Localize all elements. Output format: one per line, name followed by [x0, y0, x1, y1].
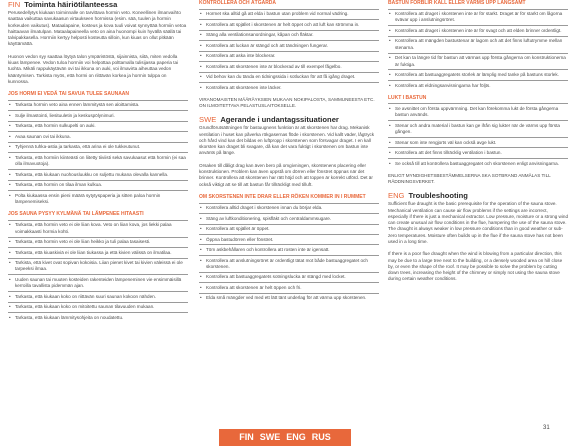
- list-item: • Kontrollera att eldningsanvisningarna har följts.: [388, 83, 568, 89]
- fin-subheading-1: JOS HORMI EI VEDÄ TAI SAVUA TULEE SAUNAAN: [8, 91, 130, 98]
- swe-title-text: Agerande i undantagssituationer: [220, 115, 339, 125]
- list-item: • Kontrollera att draget i skorstenen inte är för svagt och att elden brinner ordentligt.: [388, 28, 568, 34]
- swe-top-heading: KONTROLLERA OCH ÅTGÄRDA: [199, 0, 277, 6]
- list-item: • Tarkasta, että kiukaan lämmitysohjeita on noudatettu.: [8, 315, 188, 321]
- list-item: • Uuden saunan tai muuten kosteiden rakenteiden lämpeneminen vie ensimmäisillä kerroilla tavallista pidemmän ajan.: [8, 277, 188, 290]
- list-item: • Tarkasta, että kiukaan nuohousluukku on suljettu mukana olevalla kannella.: [8, 172, 188, 178]
- swe-top-checklist: [199, 11, 379, 91]
- fin-checklist-1: [8, 102, 188, 205]
- list-item: • Kontrollera att aska inte blockerar.: [199, 53, 379, 59]
- list-item: • Sulje ilmastointi, liesituuletin ja keskuspölynimuri.: [8, 113, 188, 119]
- fin-intro-2: Huonon vedon syy saattaa löytyä talon ympäristöstä, sijainnista, siitä, miten vedolla kiuas lämpenee. Vedon tuloa hormiin voi helpottaa polttamalla tulisijassa paperia tai tuohta. Mikäli rappukäytävän ovi tai ikkuna on auki, voi ilmavirta aiheuttaa vedon kääntymisen. Tarkista myös, että hormi on riittävän korkea ja hormin tulppa on kunnossa.: [8, 53, 179, 84]
- list-item: • Kontrollera att anslutningsröret är ordentligt tätat mot både bastuaggregatet och skorstenen.: [199, 258, 379, 271]
- swedish-english-column: [388, 0, 568, 283]
- swe-subheading-2: BASTUN FÖRBLIR KALL ELLER VÄRMS UPP LÅNGSAMT: [388, 0, 526, 6]
- eng-section-title: [388, 191, 568, 201]
- language-tab-fin: FIN: [239, 432, 254, 442]
- fin-title-text: Toiminta häiriötilanteessa: [24, 0, 118, 9]
- list-item: • Kontrollera att det finns tillräcklig ventilation i bastun.: [388, 150, 568, 156]
- eng-language-code: ENG: [388, 191, 405, 201]
- list-item: • Tarkasta, että hormin veto ei ole liian kova. Veto on liian kova, jos liekki palaa voimakkaasti hormia kohti.: [8, 222, 188, 235]
- fin-subheading-2: JOS SAUNA PYSYY KYLMÄNÄ TAI LÄMPENEE HITAASTI: [8, 211, 144, 218]
- list-item: • Töm askbehållaren och kontrollera att rosten inte är igensatt.: [199, 247, 379, 253]
- list-item: • Kontrollera att skorstenen inte läcker.: [199, 85, 379, 91]
- swe-checklist-2: [388, 11, 568, 89]
- swe-subheading-3: LUKT I BASTUN: [388, 94, 427, 101]
- language-tab-bar: [219, 429, 351, 446]
- list-item: • Stenar som inte rengjorts väl kan också avge lukt.: [388, 140, 568, 146]
- list-item: • Se avsnittet om första uppvärmning. Det kan förekomma lukt de första gångerna bastun används.: [388, 106, 568, 119]
- list-item: • Tarkasta, että hormin on tilaa ilman kulkua.: [8, 182, 188, 188]
- list-item: • Elda små mängder ved med ett lätt tänt underlag för att värma upp skorstenen.: [199, 295, 379, 301]
- fin-checklist-2: [8, 222, 188, 321]
- list-item: • Tarkasta, että kiuaskiviä ei ole liian tiukassa ja että kivien välissä on ilmatilaa.: [8, 250, 188, 256]
- eng-paragraph-1: Sufficient flue draught is the basic prerequisite for the operation of the sauna stove. Mechanical ventilation can cause air flow problems if the settings are incorrect, especially if there is just a mechanical extractor. Low pressure, moisture or a strong wind can create unusual air flow conditions in the flue, hampering the use of the sauna stove. The draught is always weaker in low pressure conditions than in good weather or sub-zero temperatures. Moisture often builds up in the flue if the sauna stove has not been used in a long time.: [388, 201, 569, 244]
- list-item: • Tarkasta, että kiukaan koko on riittävän suuri saunan kokoon nähden.: [8, 294, 188, 300]
- list-item: • Kontrollera att skorstenen inte är blockerad av till exempel fågelbo.: [199, 64, 379, 70]
- list-item: • Tarkista, että kivet ovat sopivan kokoisia. Liian pienet kivet tai kivien väleissä ei ole tarpeeksi ilmaa.: [8, 260, 188, 273]
- list-item: • Kontrollera att bastuaggregatets sotningslucka är stängd med locket.: [199, 274, 379, 280]
- fin-section-title: [8, 0, 188, 10]
- page-number: 31: [543, 425, 550, 431]
- language-tab-swe: SWE: [259, 432, 281, 442]
- fin-intro-1: Perusedellytys kiukaan toiminnalle on tarvittava hormin veto. Koneellinen ilmanvaihto saattaa vaikuttaa savukaasun virtaukseen hormissa (esim. sää, tuulen ja hormin korkeuden vaikutus). Mataalapaine, kosteus ja kova tuuli voivat synnyttää hormiin vetoa haittaavan ilmatulpan. Mataalapaineella veto on aina huonompi kuin hyvällä säällä tai talvipakkasella. Hormiin kertyy helposti kosteutta silloin, kun kiuas on ollut pitkään käyttämättä.: [8, 10, 187, 47]
- list-item: • Stäng av luftkonditionering, spisfläkt och centraldammsugare.: [199, 216, 379, 222]
- list-item: • Tarkasta hormin veto aina ennen lämmitystä sen aloittamista.: [8, 102, 188, 108]
- list-item: • Kontrollera att mängden bastustenar är lagom och att det finns luftutrymme mellan stenarna.: [388, 38, 568, 51]
- language-tab-eng: ENG: [286, 432, 306, 442]
- list-item: • Se också till att kontrollera bastuaggregatet och skorstenen enligt anvisningarna.: [388, 161, 568, 167]
- eng-paragraph-2: If there is a poor flue draught when the wind is blowing from a particular direction, this may be due to a large tree next to the building, or a densely wooded area on hill close by, or even the shape of the roof. It may be possible to solve the problem by cutting down trees, increasing the height of the chimney or simply not using the sauna stove during certain weather conditions.: [388, 251, 563, 282]
- list-item: • Vid behov kan du tända en tidningssida i sotluckan för att få igång draget.: [199, 74, 379, 80]
- list-item: • Hormet ska alltid gå att elda i bastun utan problem vid normal vädring.: [199, 11, 379, 17]
- swe-section-title: [199, 115, 379, 125]
- list-item: • Kontrollera att draget i skorstenen inte är för starkt. Draget är för starkt om lågorna svävar upp i anslutningsröret.: [388, 11, 568, 24]
- list-item: • Avaa saunan ovi tai ikkuna.: [8, 134, 188, 140]
- finnish-column: [8, 0, 188, 321]
- list-item: • Polta kiukaassa ensin pieni määrä sytytyspaperia ja sitten paloa hormin lämpenemiseksi.: [8, 193, 188, 206]
- list-item: • Tyhjennä tuhka-astia ja tarkasta, että arina ei ole tukkeutunut.: [8, 144, 188, 150]
- list-item: • Tarkasta, että hormiin kiinteästi on liitetty tiiviisti sekä savukaasut että hormin (ei saa olla ilmavuotoja).: [8, 155, 188, 168]
- fin-language-code: FIN: [8, 0, 21, 9]
- swedish-column-1: [199, 0, 379, 302]
- list-item: • Kontrollera alltid draget i skorstenen innan du börjar elda.: [199, 205, 379, 211]
- swe-authority-notice-2: ENLIGT MYNDIGHETSBESTÄMMELSERNA SKA SOTBRAND ANMÄLAS TILL RÄDDNINGSVERKET.: [388, 172, 551, 185]
- swe-checklist-3: [388, 106, 568, 167]
- list-item: • Tarkasta, että hormin sulkupelti on auki.: [8, 123, 188, 129]
- swe-authority-notice: VIRANOMAISTEN MÄÄRÄYKSIEN MUKAAN NOKIPALOSTA, SAMMUNEESTA ETC. ON ILMOITETTAVA PELASTUSLAITOKSELLE.: [199, 96, 375, 109]
- eng-title-text: Troubleshooting: [408, 191, 468, 201]
- swe-checklist-1: [199, 205, 379, 301]
- list-item: • Tarkasta, että hormin veto ei ole liian heikko ja tuli palaa tasaisesti.: [8, 239, 188, 245]
- list-item: • Kontrollera att spjället i skorstenen är helt öppet och att luft kan strömma in.: [199, 22, 379, 28]
- swe-intro-1: Grundförutsättningen för bastuugnens funktion är att skorstenen har drag. Mekanisk ventilation i huset kan påverka rökgasernas flöde i skorstenen. Vid kallt väder, lågtryck och hård vind kan det bildas en luftpropp i skorstenen som försvagar draget. I en kall skorsten kan draget bli svagare, då kan det vara fuktigt i skorstenen om bastun inte använts på länge.: [199, 125, 375, 156]
- list-item: • Öppna bastudörren eller fönstret.: [199, 237, 379, 243]
- swe-subheading-1: OM SKORSTENEN INTE DRAR ELLER RÖKEN KOMMER IN I RUMMET: [199, 193, 366, 200]
- list-item: • Kontrollera att luckan är stängd och att tändningen fungerar.: [199, 43, 379, 49]
- language-tab-rus: RUS: [311, 432, 331, 442]
- list-item: • Tarkasta, että kiukaan koko on mitoitettu saunan tilavuuden mukaan.: [8, 304, 188, 310]
- list-item: • Kontrollera att skorstenen är helt öppen och fri.: [199, 285, 379, 291]
- swe-language-code: SWE: [199, 115, 217, 125]
- swe-intro-2: Orsaken till dåligt drag kan även bero på omgivningen, skorstenens placering eller konstruktionen. Problem kan även uppstå om dörren eller fönstret öppnas när det brinner. Kontrollera att skorstenen har rätt höjd och att toppen är korrekt utförd. Det är också viktigt att se till att bastun får tillräckligt med tilluft.: [199, 162, 373, 187]
- list-item: • Kontrollera att spjället är öppet.: [199, 226, 379, 232]
- list-item: • Det kan ta längre tid för bastun att värmas upp första gångerna om konstruktionerna är fuktiga.: [388, 55, 568, 68]
- list-item: • Kontrollera att bastuaggregatets storlek är lämplig med tanke på bastuns storlek.: [388, 72, 568, 78]
- list-item: • Stäng alla ventilationsanordningar, kåpan och fläktar.: [199, 32, 379, 38]
- list-item: • Stenar och andra material i bastun kan ge ifrån sig lukter när de värms upp första gången.: [388, 123, 568, 136]
